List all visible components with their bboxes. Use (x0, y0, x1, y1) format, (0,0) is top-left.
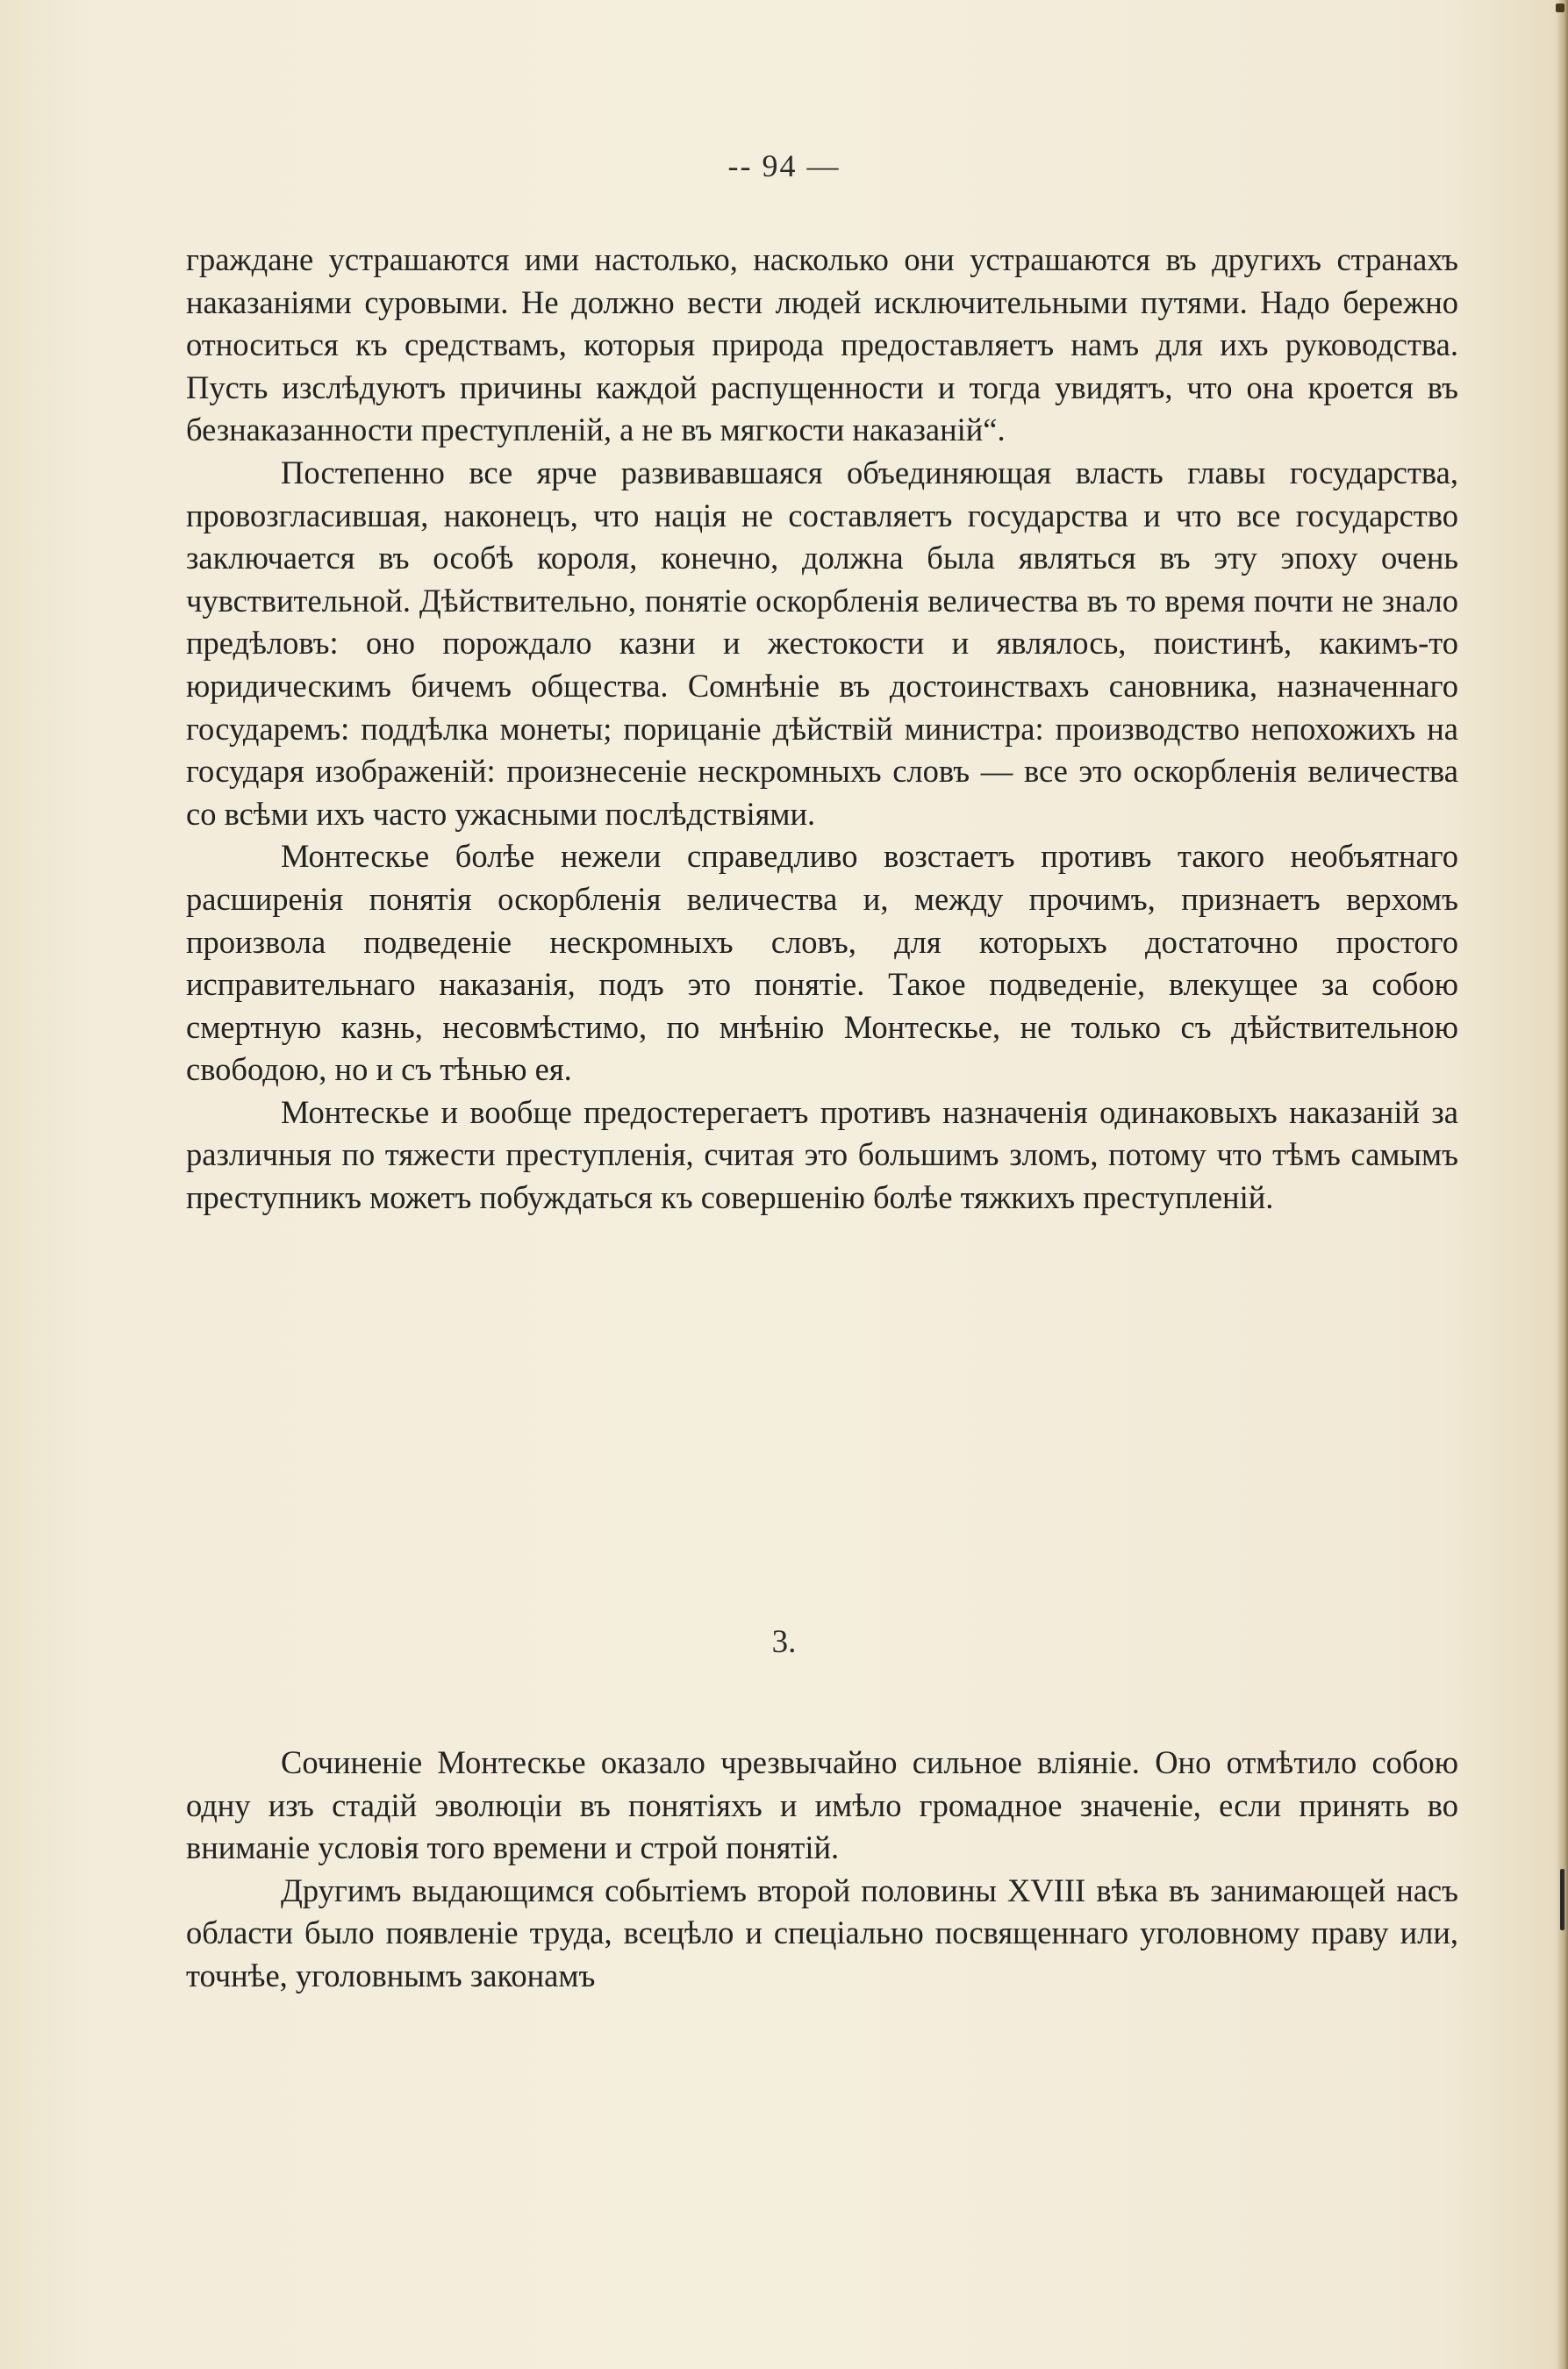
paragraph: Монтескье и вообще предостерегаетъ противъ назначенія одинаковыхъ наказаній за различныя по тяжести преступленія, считая это большимъ зломъ, потому что тѣмъ самымъ преступникъ можетъ побуждаться къ совершенію болѣе тяжкихъ преступленій. (186, 1093, 1458, 1216)
page-number: -- 94 — (727, 148, 841, 183)
paragraph: Постепенно все ярче развивавшаяся объединяющая власть главы государства, провозгласившая, наконецъ, что нація не составляетъ государства и что все государство заключается въ особѣ короля, конечно, должна была являться въ эту эпоху очень чувствительной. Дѣйствительно, понятіе оскорбленія величества въ то время почти не знало предѣловъ: оно порождало казни и жестокости и являлось, поистинѣ, какимъ-то юридическимъ бичемъ общества. Сомнѣніе въ достоинствахъ сановника, назначеннаго государемъ: поддѣлка монеты; порицаніе дѣйствій министра: производство непохожихъ на государя изображеній: произнесеніе нескромныхъ словъ — все это оскорбленія величества со всѣми ихъ часто ужасными послѣдствіями. (186, 454, 1458, 832)
paragraph: Монтескье болѣе нежели справедливо возстаетъ противъ такого необъятнаго расширенія понятія оскорбленія величества и, между прочимъ, признаетъ верхомъ произвола подведеніе нескромныхъ словъ, для которыхъ достаточно простого исправительнаго наказанія, подъ это понятіе. Такое подведеніе, влекущее за собою смертную казнь, несовмѣстимо, по мнѣнію Монтескье, не только съ дѣйствительною свободою, но и съ тѣнью ея. (186, 838, 1458, 1088)
edge-tab-mark (1560, 1869, 1564, 1930)
text-body-bottom (186, 1742, 1458, 1998)
section-number: 3. (771, 1624, 797, 1660)
paragraph-continuation: граждане устрашаются ими настолько, насколько они устрашаются въ другихъ странахъ наказаніями суровыми. Не должно вести людей исключительными путями. Надо бережно относиться къ средствамъ, которыя природа предоставляетъ намъ для ихъ руководства. Пусть изслѣдуютъ причины каждой распущенности и тогда увидятъ, что она кроется въ безнаказанности преступленій, а не въ мягкости наказаній“. (186, 241, 1458, 448)
paragraph: Сочиненіе Монтескье оказало чрезвычайно сильное вліяніе. Оно отмѣтило собою одну изъ стадій эволюціи въ понятіяхъ и имѣло громадное значеніе, если принять во вниманіе условія того времени и строй понятій. (186, 1744, 1458, 1866)
page-edge-shadow (1556, 0, 1568, 2369)
text-body-top (186, 239, 1458, 1220)
corner-mark (1556, 4, 1564, 12)
paragraph: Другимъ выдающимся событіемъ второй половины XVIII вѣка въ занимающей насъ области было появленіе труда, всецѣло и спеціально посвященнаго уголовному праву или, точнѣе, уголовнымъ законамъ (186, 1872, 1458, 1993)
